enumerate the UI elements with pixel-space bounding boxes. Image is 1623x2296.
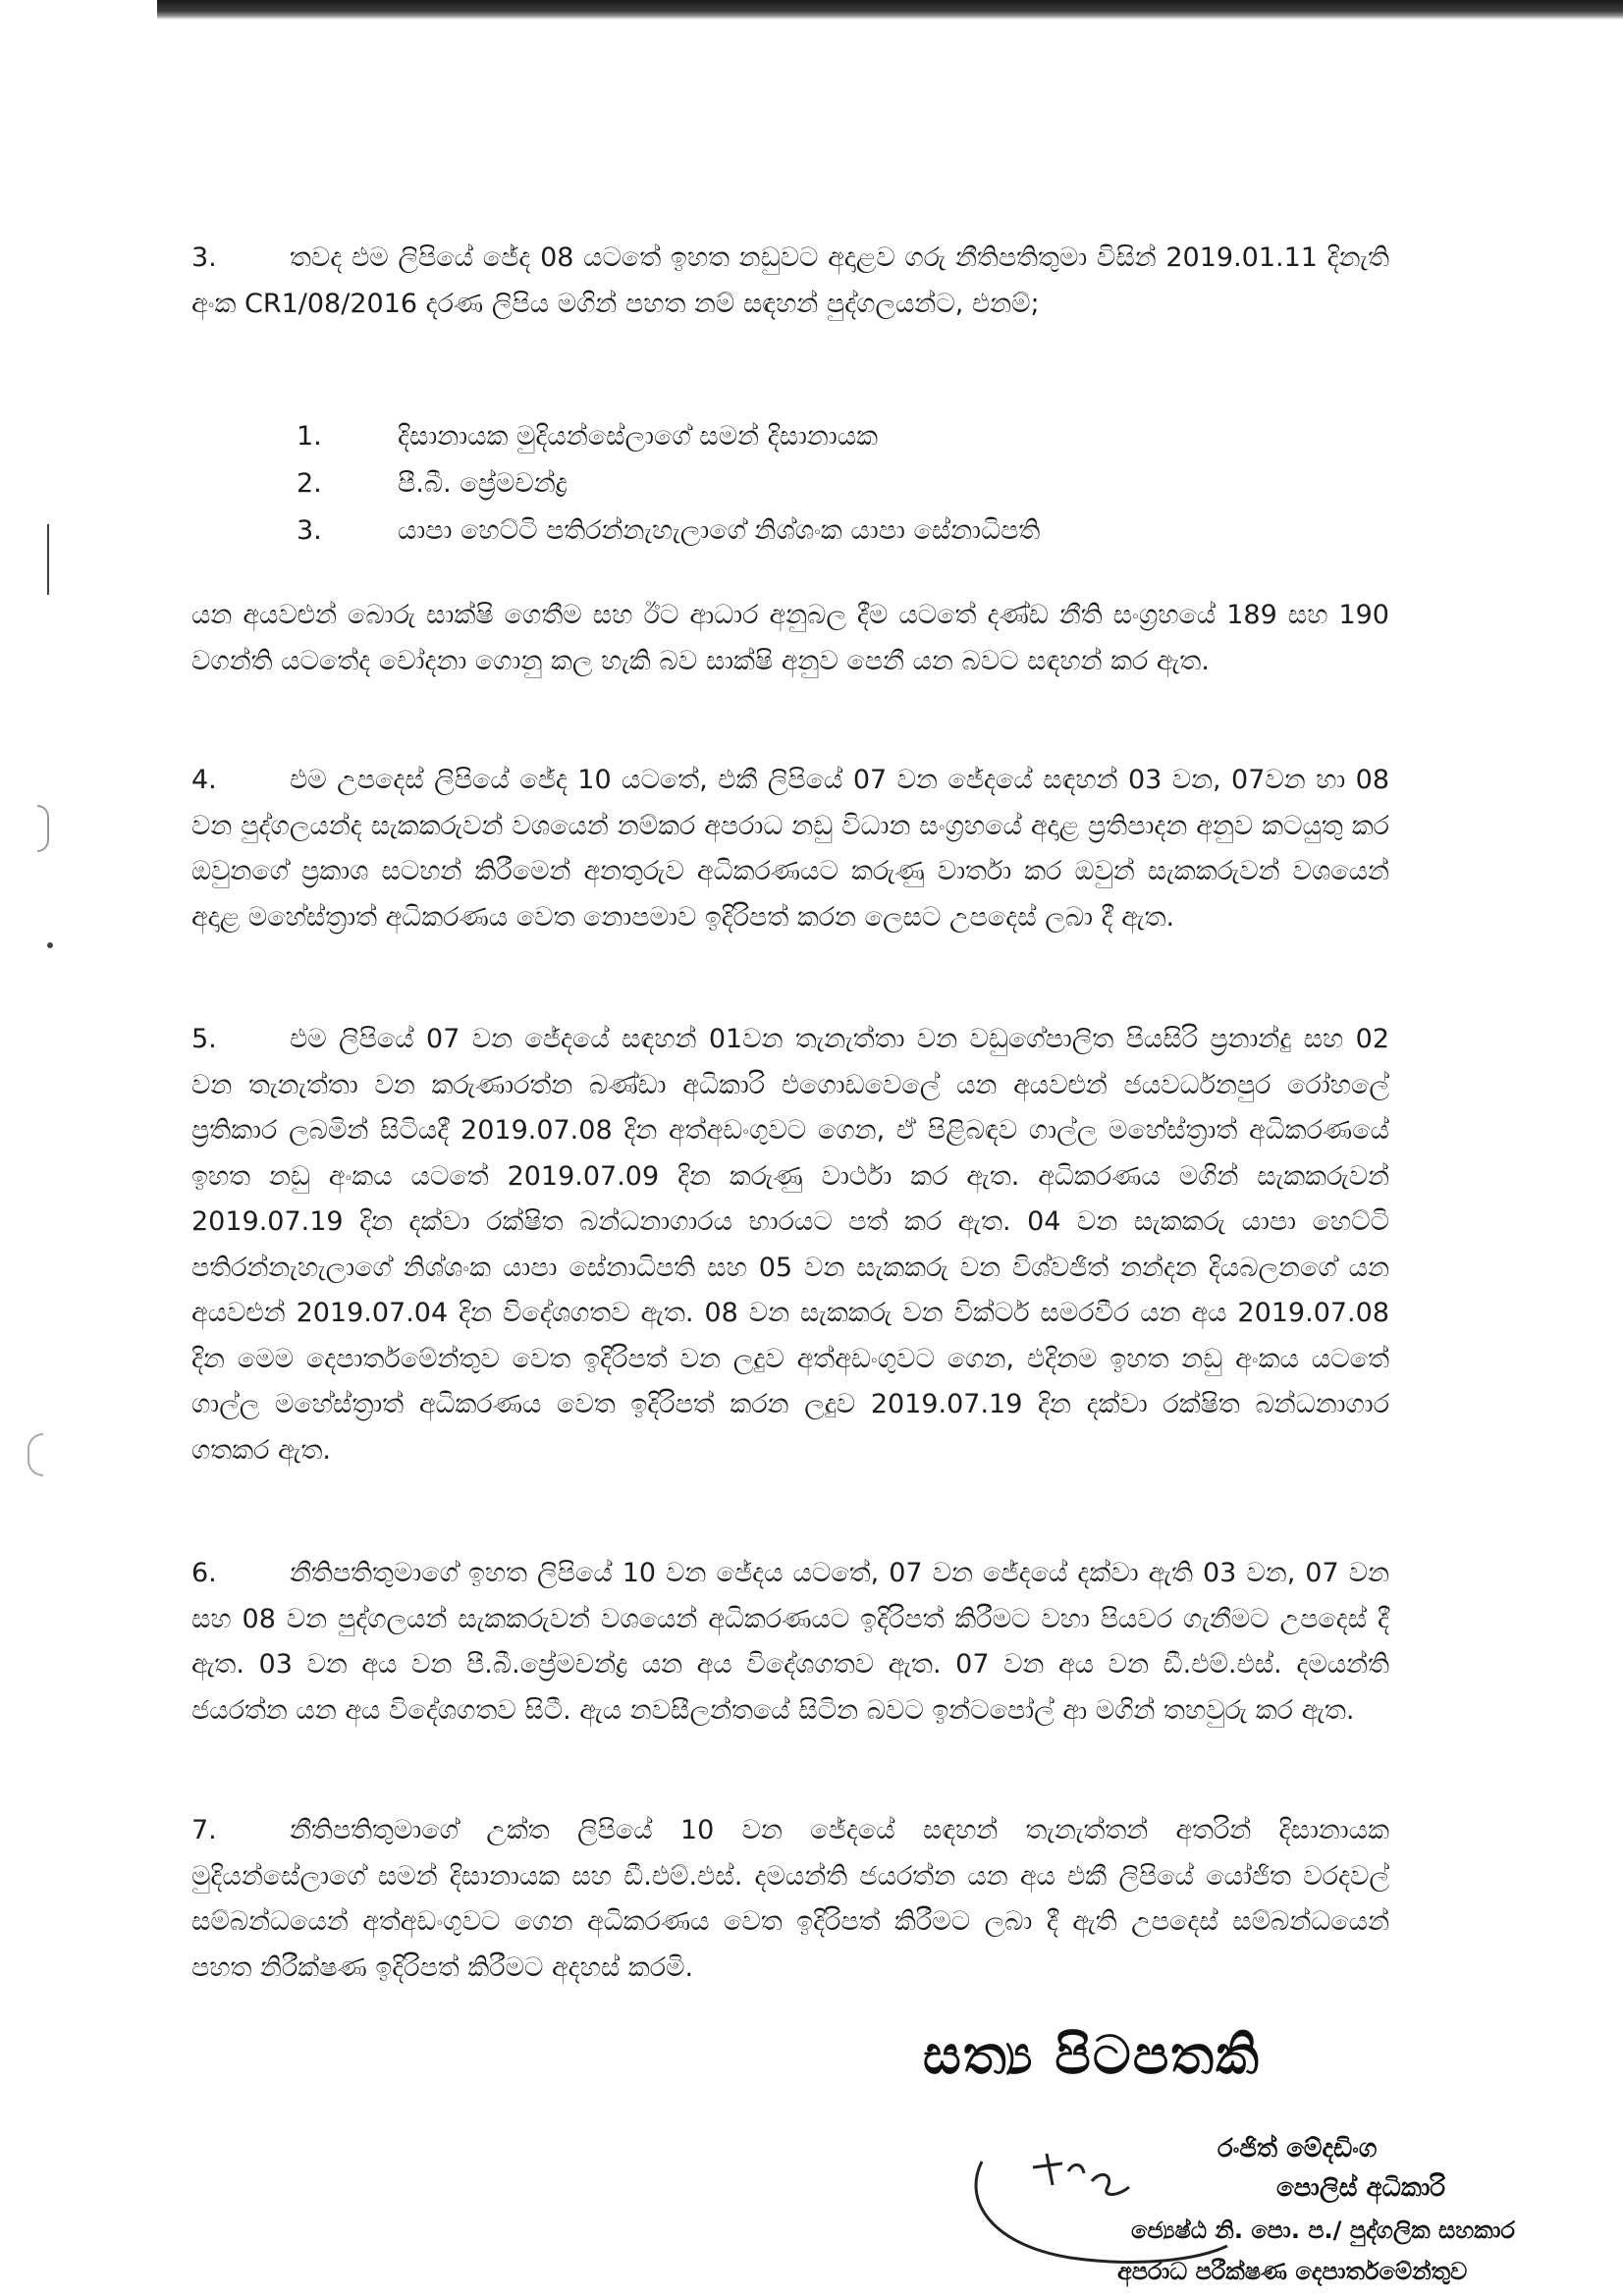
paragraph-text: එම උපදෙස් ලිපියේ ජේද 10 යටතේ, එකී ලිපියේ 07 වන ජේදයේ සඳහන් 03 වන, 07වන හා 08 වන පුද්ගලයන්ද සැකකරුවන් වශයෙන් නම්කර අපරාධ නඩු විධාන සංග්‍රහයේ අදාළ ප්‍රතිපාදන අනුව කටයුතු කර ඔවුනගේ ප්‍රකාශ සටහන් කිරීමෙන් අනතුරුව අධිකරණයට කරුණු වාර්තා කර ඔවුන් සැකකරුවන් වශයෙන් අදාළ මහේස්ත්‍රාත් අධිකරණය වෙත නොපමාව ඉදිරිපත් කරන ලෙසට උපදෙස් ලබා දී ඇත. [191, 765, 1389, 933]
certification-block [903, 2024, 1623, 2296]
scan-margin-mark [37, 805, 49, 852]
paragraph-7 [191, 1808, 1389, 1991]
scan-margin-mark [27, 1433, 43, 1476]
true-copy-stamp: සත්‍ය පිටපතකි [923, 2024, 1261, 2086]
officer-rank: පොලිස් අධිකාරි [1276, 2173, 1446, 2203]
officer-department: අපරාධ පරීක්ෂණ දෙපාර්තමේන්තුව [1117, 2258, 1468, 2285]
paragraph-text: යන අයවළුන් බොරු සාක්ෂි ගෙතීම සහ ඊට ආධාර අනුබල දීම යටතේ දණ්ඩ නීති සංග්‍රහයේ 189 සහ 190 වගන්ති යටතේද චෝදනා ගොනු කල හැකි බව සාක්ෂි අනුව පෙනී යන බවට සඳහන් කර ඇත. [191, 600, 1389, 676]
paragraph-text: නීතිපතිතුමාගේ උක්ත ලිපියේ 10 වන ජේදයේ සඳහන් තැනැත්තන් අතරින් දිසානායක මුදියන්සේලාගේ සමන් දිසානායක සහ ඩී.එම්.එස්. දමයන්ති ජයරත්න යන අය එකී ලිපියේ යෝජිත වරදවල් සම්බන්ධයෙන් අත්අඩංගුවට ගෙන අධිකරණය වෙත ඉදිරිපත් කිරීමට ලබා දී ඇති උපදෙස් සම්බන්ධයෙන් පහත නිරීක්ෂණ ඉදිරිපත් කිරීමට අදහස් කරමි. [191, 1815, 1389, 1983]
list-item [297, 507, 1278, 555]
list-item-name: දිසානායක මුදියන්සේලාගේ සමන් දිසානායක [398, 421, 879, 452]
paragraph-number: 7. [191, 1815, 217, 1845]
paragraph-number: 6. [191, 1558, 217, 1588]
paragraph-3-continuation [191, 593, 1389, 684]
persons-list [297, 413, 1278, 555]
paragraph-5 [191, 1017, 1389, 1473]
officer-office: ජ්‍යෙෂ්ඨ නි. පො. ප./ පුද්ගලික සහකාර [1131, 2216, 1516, 2244]
list-item [297, 413, 1278, 460]
list-item-name: පී.බී. ප්‍රේමචන්ද්‍ර [398, 468, 568, 499]
list-item [297, 460, 1278, 507]
paragraph-3 [191, 236, 1389, 327]
paragraph-text: තවද එම ලිපියේ ජේද 08 යටතේ ඉහත නඩුවට අදාළව ගරු නීතිපතිතුමා විසින් 2019.01.11 දිනැති අංක CR1/08/2016 දරණ ලිපිය මගින් පහත නම් සඳහන් පුද්ගලයන්ට, එනම්; [191, 242, 1389, 319]
list-item-number: 3. [297, 515, 322, 546]
paragraph-text: නීතිපතිතුමාගේ ඉහත ලිපියේ 10 වන ජේදය යටතේ, 07 වන ජේදයේ දක්වා ඇති 03 වන, 07 වන සහ 08 වන පුද්ගලයන් සැකකරුවන් වශයෙන් අධිකරණයට ඉදිරිපත් කිරීමට වහා පියවර ගැනීමට උපදෙස් දී ඇත. 03 වන අය වන පී.බී.ප්‍රේමචන්ද්‍ර යන අය විදේශගතව ඇත. 07 වන අය වන ඩී.එම්.එස්. දමයන්ති ජයරත්න යන අය විදේශගතව සිටී. ඇය නවසීලන්තයේ සිටින බවට ඉන්ටපෝල් ආ මගින් තහවුරු කර ඇත. [191, 1558, 1389, 1726]
paragraph-number: 5. [191, 1024, 217, 1054]
scan-edge-bar [157, 0, 1623, 20]
list-item-name: යාපා හෙට්ටි පතිරන්නැහැලාගේ නිශ්ශංක යාපා සේනාධිපති [398, 515, 1041, 546]
paragraph-text: එම ලිපියේ 07 වන ජේදයේ සඳහන් 01වන තැනැත්තා වන වඩුගේපාලිත පියසිරි ප්‍රනාන්දු සහ 02 වන තැනැත්තා වන කරුණාරත්න බණ්ඩා අධිකාරි එගොඩවෙලේ යන අයවළුන් ජයවර්ධනපුර රෝහලේ ප්‍රතිකාර ලබමින් සිටියදී 2019.07.08 දින අත්අඩංගුවට ගෙන, ඒ පිළිබඳව ගාල්ල මහේස්ත්‍රාත් අධිකරණයේ ඉහත නඩු අංකය යටතේ 2019.07.09 දින කරුණු වාර්ථා කර ඇත. අධිකරණය මගින් සැකකරුවන් 2019.07.19 දින දක්වා රක්ෂිත බන්ධනාගාරය භාරයට පත් කර ඇත. 04 වන සැකකරු යාපා හෙට්ටි පතිරන්නැහැලාගේ නිශ්ශංක යාපා සේනාධිපති සහ 05 වන සැකකරු වන විශ්වජිත් නන්දන දියබලනගේ යන අයවළුන් 2019.07.04 දින විදේශගතව ඇත. 08 වන සැකකරු වන වික්ටර් සමරවීර යන අය 2019.07.08 දින මෙම දෙපාර්තමේන්තුව වෙත ඉදිරිපත් වන ලදුව අත්අඩංගුවට ගෙන, එදිනම ඉහත නඩු අංකය යටතේ ගාල්ල මහේස්ත්‍රාත් අධිකරණය වෙත ඉදිරිපත් කරන ලදුව 2019.07.19 දින දක්වා රක්ෂිත බන්ධනාගාර ගතකර ඇත. [191, 1024, 1389, 1466]
officer-name: රංජිත් මේදඩිංග [1217, 2134, 1378, 2163]
paragraph-number: 4. [191, 765, 217, 795]
scan-margin-mark [47, 942, 53, 948]
scan-margin-mark [47, 524, 49, 595]
paragraph-4 [191, 758, 1389, 940]
paragraph-number: 3. [191, 242, 217, 273]
list-item-number: 1. [297, 421, 322, 452]
list-item-number: 2. [297, 468, 322, 499]
paragraph-6 [191, 1551, 1389, 1734]
